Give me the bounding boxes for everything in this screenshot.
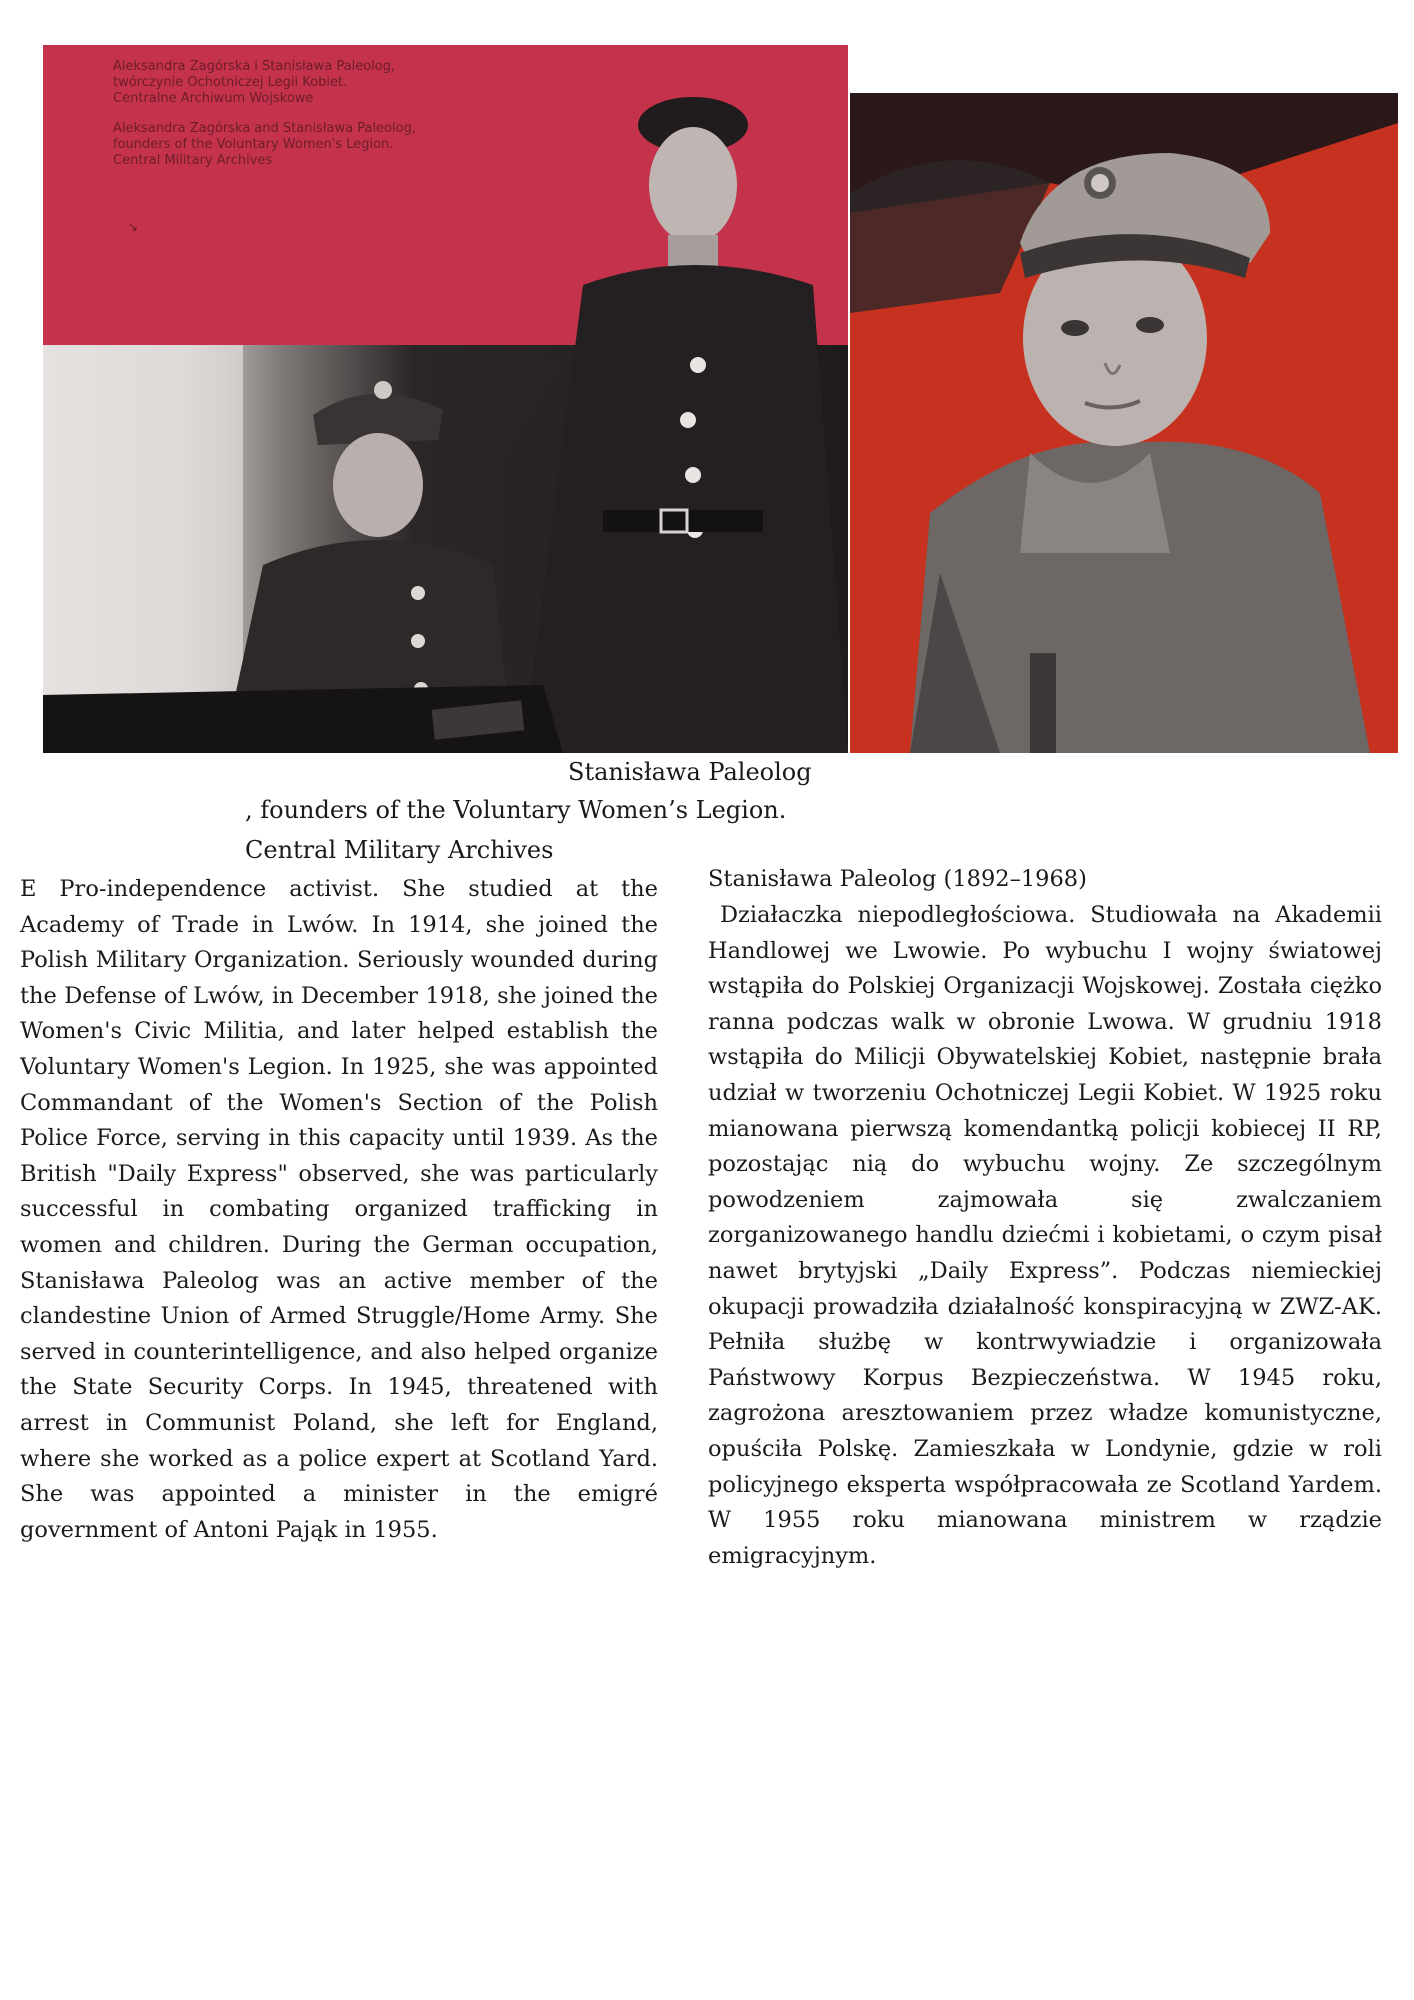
photo-two-founders (43, 45, 848, 753)
exhibit-label-pl: Aleksandra Zagórska i Stanisława Paleolog, twórczynie Ochotniczej Legii Kobiet. Centralne Archiwum Wojskowe (113, 59, 396, 106)
exhibit-label (113, 59, 533, 183)
photo-paleolog-portrait (850, 93, 1398, 753)
polish-biography: Działaczka niepodległościowa. Studiowała na Akademii Handlowej we Lwowie. Po wybuchu I wojny światowej wstąpiła do Polskiej Organizacji Wojskowej. Została ciężko ranna podczas walk w obronie Lwowa. W grudniu 1918 wstąpiła do Milicji Obywatelskiej Kobiet, następnie brała udział w tworzeniu Ochotniczej Legii Kobiet. W 1925 roku mianowana pierwszą komendantką policji kobiecej II RP, pozostając nią do wybuchu wojny. Ze szczególnym powodzeniem zajmowała się zwalczaniem zorganizowanego handlu dziećmi i kobietami, o czym pisał nawet brytyjski „Daily Express”. Podczas niemieckiej okupacji prowadziła działalność konspiracyjną w ZWZ-AK. Pełniła służbę w kontrwywiadzie i organizowała Państwowy Korpus Bezpieczeństwa. W 1945 roku, zagrożona aresztowaniem przez władze komunistyczne, opuściła Polskę. Zamieszkała w Londynie, gdzie w roli policyjnego eksperta współpracowała ze Scotland Yardem. W 1955 roku mianowana ministrem w rządzie emigracyjnym. (708, 902, 1382, 1569)
standing-woman-figure (443, 97, 848, 753)
caption-archive: Central Military Archives (245, 836, 554, 864)
arrow-icon: ↘ (128, 220, 139, 234)
portrait-illustration (850, 93, 1398, 753)
caption-name: Stanisława Paleolog (568, 758, 812, 786)
english-biography: E Pro-independence activist. She studied at the Academy of Trade in Lwów. In 1914, she joined the Polish Military Organization. Seriously wounded during the Defense of Lwów, in December 1918, she joined the Women's Civic Militia, and later helped establish the Voluntary Women's Legion. In 1925, she was appointed Commandant of the Women's Section of the Polish Police Force, serving in this capacity until 1939. As the British "Daily Express" observed, she was particularly successful in combating organized trafficking in women and children. During the German occupation, Stanisława Paleolog was an active member of the clandestine Union of Armed Struggle/Home Army. She served in counterintelligence, and also helped organize the State Security Corps. In 1945, threatened with arrest in Communist Poland, she left for England, where she worked as a police expert at Scotland Yard. She was appointed a minister in the emigré government of Antoni Pająk in 1955. (20, 876, 658, 1543)
caption-founders: , founders of the Voluntary Women’s Legion. (245, 796, 787, 824)
polish-biography-heading: Stanisława Paleolog (1892–1968) (708, 866, 1087, 892)
exhibit-label-en: Aleksandra Zagórska and Stanisława Paleolog, founders of the Voluntary Women's Legion. Central Military Archives (113, 121, 416, 168)
